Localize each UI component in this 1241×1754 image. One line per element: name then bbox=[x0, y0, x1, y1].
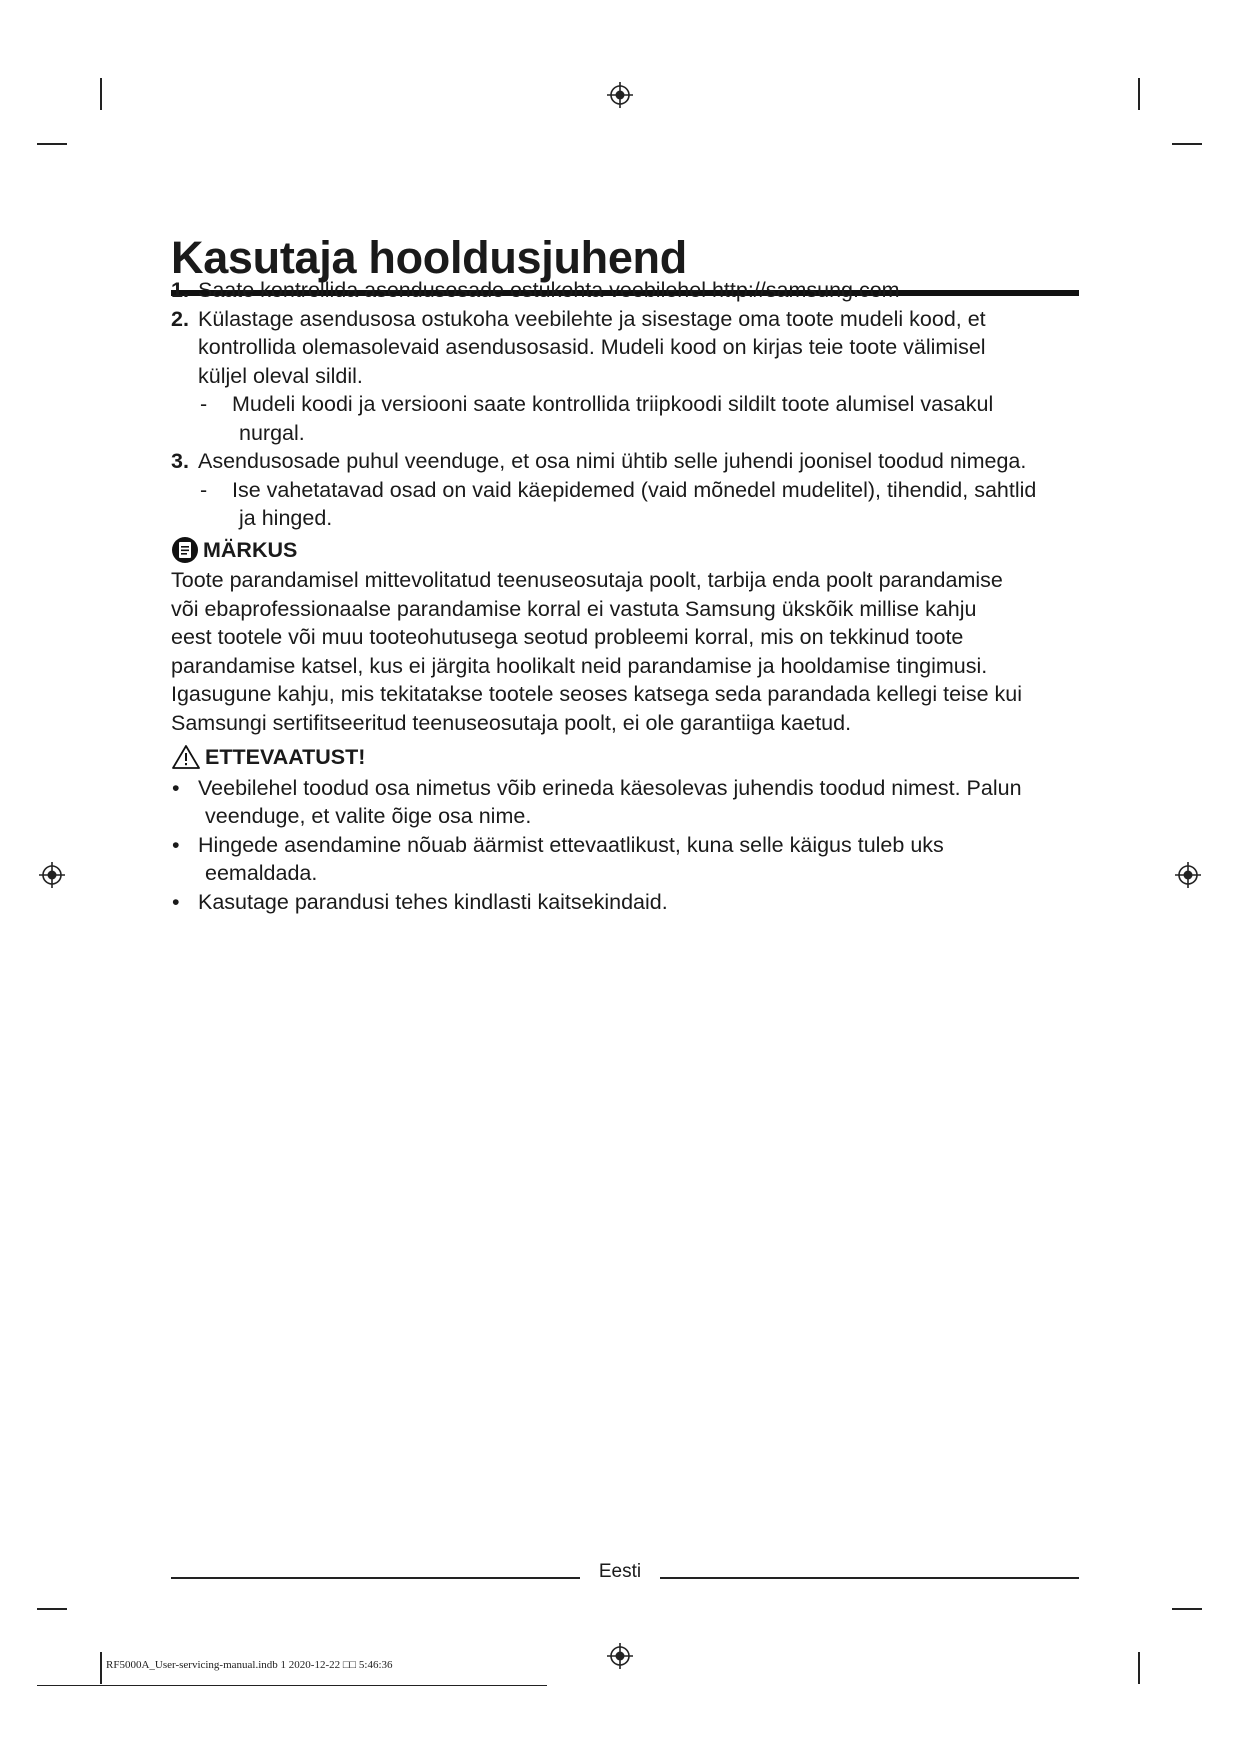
sub-item-text: ja hinged. bbox=[239, 506, 333, 530]
step-text: küljel oleval sildil. bbox=[198, 363, 363, 388]
note-line: Toote parandamisel mittevolitatud teenuseosutaja poolt, tarbija enda poolt parandamise bbox=[171, 568, 1003, 592]
registration-mark-icon bbox=[1175, 862, 1201, 888]
crop-mark bbox=[100, 78, 102, 110]
list-item bbox=[171, 305, 1079, 448]
caution-heading bbox=[171, 743, 1079, 772]
crop-mark bbox=[37, 143, 67, 145]
crop-mark bbox=[100, 1652, 102, 1684]
list-item bbox=[171, 447, 1079, 533]
bullet-text: Veebilehel toodud osa nimetus võib erineda käesolevas juhendis toodud nimest. Palun bbox=[198, 775, 1022, 800]
caution-label: ETTEVAATUST! bbox=[205, 745, 366, 769]
note-heading bbox=[171, 536, 1079, 565]
note-line: eest tootele või muu tooteohutusega seotud probleemi korral, mis on tekkinud toote bbox=[171, 625, 964, 649]
note-line: parandamise katsel, kus ei järgita hoolikalt neid parandamise ja hooldamise tingimusi. bbox=[171, 653, 988, 678]
page-body bbox=[171, 276, 1079, 916]
bullet-text: Kasutage parandusi tehes kindlasti kaitsekindaid. bbox=[198, 889, 668, 914]
crop-mark bbox=[37, 1608, 67, 1610]
list-item bbox=[171, 831, 1079, 888]
list-item bbox=[171, 774, 1079, 831]
note-line: või ebaprofessionaalse parandamise korral ei vastuta Samsung ükskõik millise kahju bbox=[171, 596, 977, 621]
bullet: • bbox=[172, 889, 180, 914]
print-slug: RF5000A_User-servicing-manual.indb 1 2020-12-22 □□ 5:46:36 bbox=[106, 1659, 393, 1671]
step-number: 2. bbox=[171, 306, 189, 331]
bullet: • bbox=[172, 832, 180, 857]
sub-item-text: nurgal. bbox=[239, 420, 305, 445]
crop-mark bbox=[1172, 1608, 1202, 1610]
footer-rule bbox=[171, 1577, 580, 1579]
sub-item bbox=[198, 390, 1079, 447]
note-line: Igasugune kahju, mis tekitatakse tootele seoses katsega seda parandada kellegi teise kui bbox=[171, 682, 1022, 706]
step-number: 3. bbox=[171, 449, 189, 473]
bullet-text: eemaldada. bbox=[205, 861, 318, 885]
registration-mark-icon bbox=[607, 1643, 633, 1669]
caution-list bbox=[171, 774, 1079, 917]
sub-item-text: Ise vahetatavad osad on vaid käepidemed (vaid mõnedel mudelitel), tihendid, sahtlid bbox=[232, 477, 1037, 502]
crop-mark bbox=[1138, 1652, 1140, 1684]
page-title: Kasutaja hooldusjuhend bbox=[171, 230, 1079, 296]
step-text: Külastage asendusosa ostukoha veebilehte ja sisestage oma toote mudeli kood, et bbox=[198, 306, 986, 331]
bullet-text: veenduge, et valite õige osa nime. bbox=[205, 804, 532, 828]
dash: - bbox=[200, 392, 208, 416]
list-item bbox=[171, 888, 1079, 917]
step-text: kontrollida olemasolevaid asendusosasid. Mudeli kood on kirjas teie toote välimisel bbox=[198, 335, 986, 359]
step-number: 1. bbox=[171, 278, 189, 302]
bullet: • bbox=[172, 775, 180, 800]
crop-mark bbox=[1138, 78, 1140, 110]
sub-item-text: Mudeli koodi ja versiooni saate kontrollida triipkoodi sildilt toote alumisel vasakul bbox=[232, 392, 994, 416]
note-icon bbox=[171, 536, 199, 564]
note-label: MÄRKUS bbox=[203, 537, 298, 562]
step-text: Asendusosade puhul veenduge, et osa nimi ühtib selle juhendi joonisel toodud nimega. bbox=[198, 449, 1027, 473]
step-text: Saate kontrollida asendusosade ostukohta veebilehel http://samsung.com bbox=[198, 278, 900, 302]
sub-item bbox=[198, 476, 1079, 533]
note-line: Samsungi sertifitseeritud teenuseosutaja poolt, ei ole garantiiga kaetud. bbox=[171, 710, 852, 735]
footer-language: Eesti bbox=[598, 1561, 642, 1582]
note-text bbox=[171, 566, 1079, 737]
bullet-text: Hingede asendamine nõuab äärmist ettevaatlikust, kuna selle käigus tuleb uks bbox=[198, 832, 944, 857]
dash: - bbox=[200, 477, 208, 502]
registration-mark-icon bbox=[39, 862, 65, 888]
crop-mark bbox=[1172, 143, 1202, 145]
footer-rule bbox=[660, 1577, 1079, 1579]
warning-icon bbox=[171, 744, 201, 770]
list-item bbox=[171, 276, 1079, 305]
steps-list bbox=[171, 276, 1079, 533]
slug-rule bbox=[37, 1685, 547, 1686]
registration-mark-icon bbox=[607, 82, 633, 108]
